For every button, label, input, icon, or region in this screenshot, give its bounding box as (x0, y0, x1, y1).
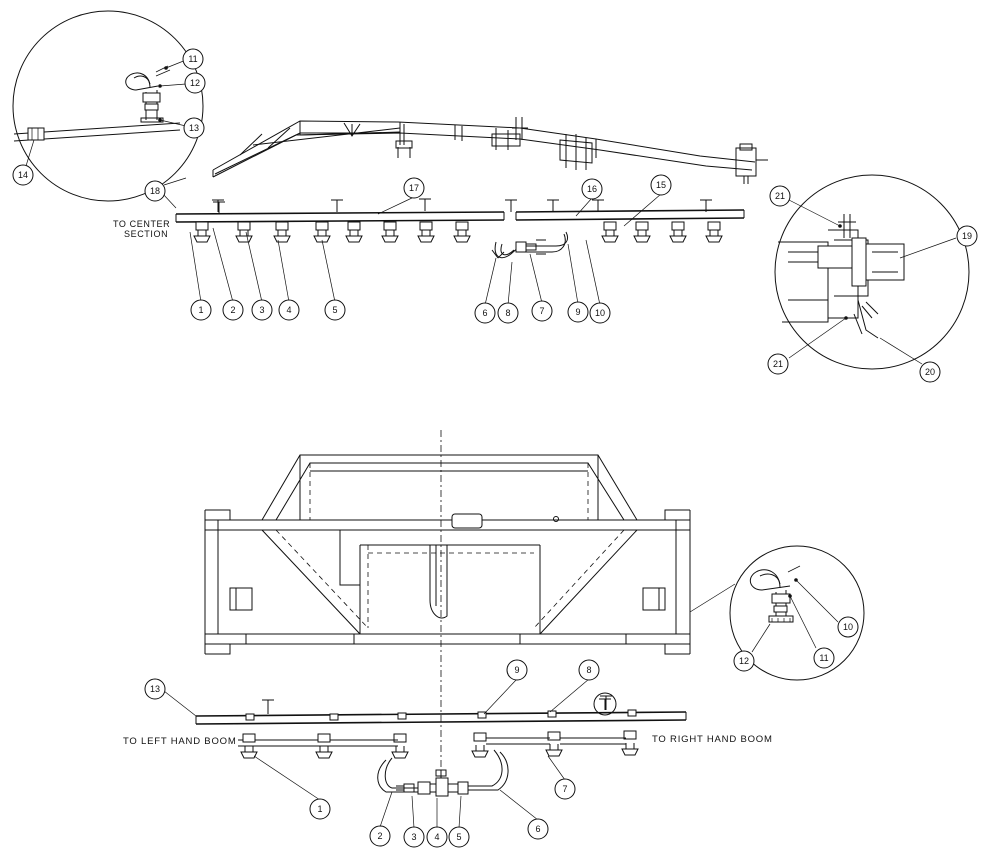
callout-balloon-7-lower (555, 779, 575, 799)
callout-balloon-7-upper (532, 301, 552, 321)
callout-balloon-16 (582, 179, 602, 199)
callout-label: 21 (774, 191, 786, 201)
callout-label: 8 (505, 308, 511, 318)
callout-balloon-4-upper (279, 300, 299, 320)
callout-label: 10 (842, 622, 854, 632)
label-to-left-hand-boom: TO LEFT HAND BOOM (123, 736, 237, 747)
tee-marker-group-upper (212, 199, 712, 212)
callout-balloon-9-upper (568, 302, 588, 322)
callout-balloon-17 (404, 178, 424, 198)
callout-label: 2 (230, 305, 236, 315)
callout-balloon-2-lower (370, 826, 390, 846)
callout-balloon-20 (920, 362, 940, 382)
callout-label: 12 (738, 656, 750, 666)
label-to-center-section-line2: SECTION (124, 229, 169, 239)
callout-balloon-5-upper (325, 300, 345, 320)
callout-label: 2 (377, 831, 383, 841)
callout-balloon-21-top (770, 186, 790, 206)
callout-label: 10 (594, 308, 606, 318)
callout-label: 7 (539, 306, 545, 316)
callout-label: 19 (961, 231, 973, 241)
callout-label: 11 (188, 54, 198, 64)
callout-balloon-1-lower (310, 799, 330, 819)
callout-balloon-11 (183, 49, 203, 69)
callout-balloon-2-upper (223, 300, 243, 320)
callout-label: 16 (586, 184, 598, 194)
callout-label: 11 (819, 653, 829, 663)
callout-balloon-10-upper (590, 303, 610, 323)
callout-label: 15 (655, 180, 667, 190)
callout-balloon-8-lower (579, 660, 599, 680)
center-plumbing-loop (378, 750, 508, 796)
callout-balloon-11-lower (814, 648, 834, 668)
callout-label: 6 (482, 308, 488, 318)
callout-label: 7 (562, 784, 568, 794)
callout-label: 6 (535, 824, 541, 834)
callout-label: 1 (198, 305, 204, 315)
callout-balloon-14 (13, 165, 33, 185)
callout-label: 20 (924, 367, 936, 377)
nozzle-body-group-upper (194, 222, 722, 242)
callout-balloon-6-lower (528, 819, 548, 839)
callout-label: 3 (259, 305, 265, 315)
callout-label: 4 (286, 305, 292, 315)
tee-marker-group-lower (262, 696, 612, 714)
callout-balloon-8-upper (498, 303, 518, 323)
callout-label: 18 (149, 186, 161, 196)
callout-balloon-13-lower (145, 679, 165, 699)
callout-balloon-3-lower (404, 827, 424, 847)
upper-left-detail-bubble (13, 11, 203, 201)
callout-label: 9 (514, 665, 520, 675)
boom-perspective-assembly (213, 117, 768, 184)
callout-balloon-12-lower (734, 651, 754, 671)
tee-symbol-large-upper (213, 202, 225, 213)
callout-balloon-10-lower (838, 617, 858, 637)
callout-label: 5 (332, 305, 338, 315)
callout-label: 8 (586, 665, 592, 675)
callout-balloon-9-lower (507, 660, 527, 680)
callout-label: 13 (188, 123, 200, 133)
callout-balloon-18 (145, 181, 165, 201)
callout-balloon-19 (957, 226, 977, 246)
callout-label: 21 (772, 359, 784, 369)
callout-balloon-21-bottom (768, 354, 788, 374)
callout-label: 13 (149, 684, 161, 694)
callout-balloon-5-lower (449, 827, 469, 847)
label-to-center-section-line1: TO CENTER (113, 219, 171, 229)
upper-boom-pipe (176, 199, 744, 258)
callout-label: 17 (408, 183, 420, 193)
callout-label: 12 (189, 78, 201, 88)
callout-balloon-4-lower (427, 827, 447, 847)
callout-leaders-lower (164, 679, 589, 828)
callout-balloon-1-upper (191, 300, 211, 320)
callout-balloon-6-upper (475, 303, 495, 323)
callout-label: 14 (17, 170, 29, 180)
lower-center-frame (205, 430, 690, 790)
callout-label: 9 (575, 307, 581, 317)
callout-label: 5 (456, 832, 462, 842)
callout-balloon-13-upper (184, 118, 204, 138)
callout-balloon-3-upper (252, 300, 272, 320)
callout-label: 4 (434, 832, 440, 842)
nozzle-cluster-group-lower (238, 731, 638, 758)
callout-balloon-15 (651, 175, 671, 195)
callout-label: 3 (411, 832, 417, 842)
label-to-right-hand-boom: TO RIGHT HAND BOOM (652, 734, 773, 745)
callout-label: 1 (317, 804, 323, 814)
upper-right-detail-bubble (772, 175, 969, 369)
callout-balloon-12 (185, 73, 205, 93)
